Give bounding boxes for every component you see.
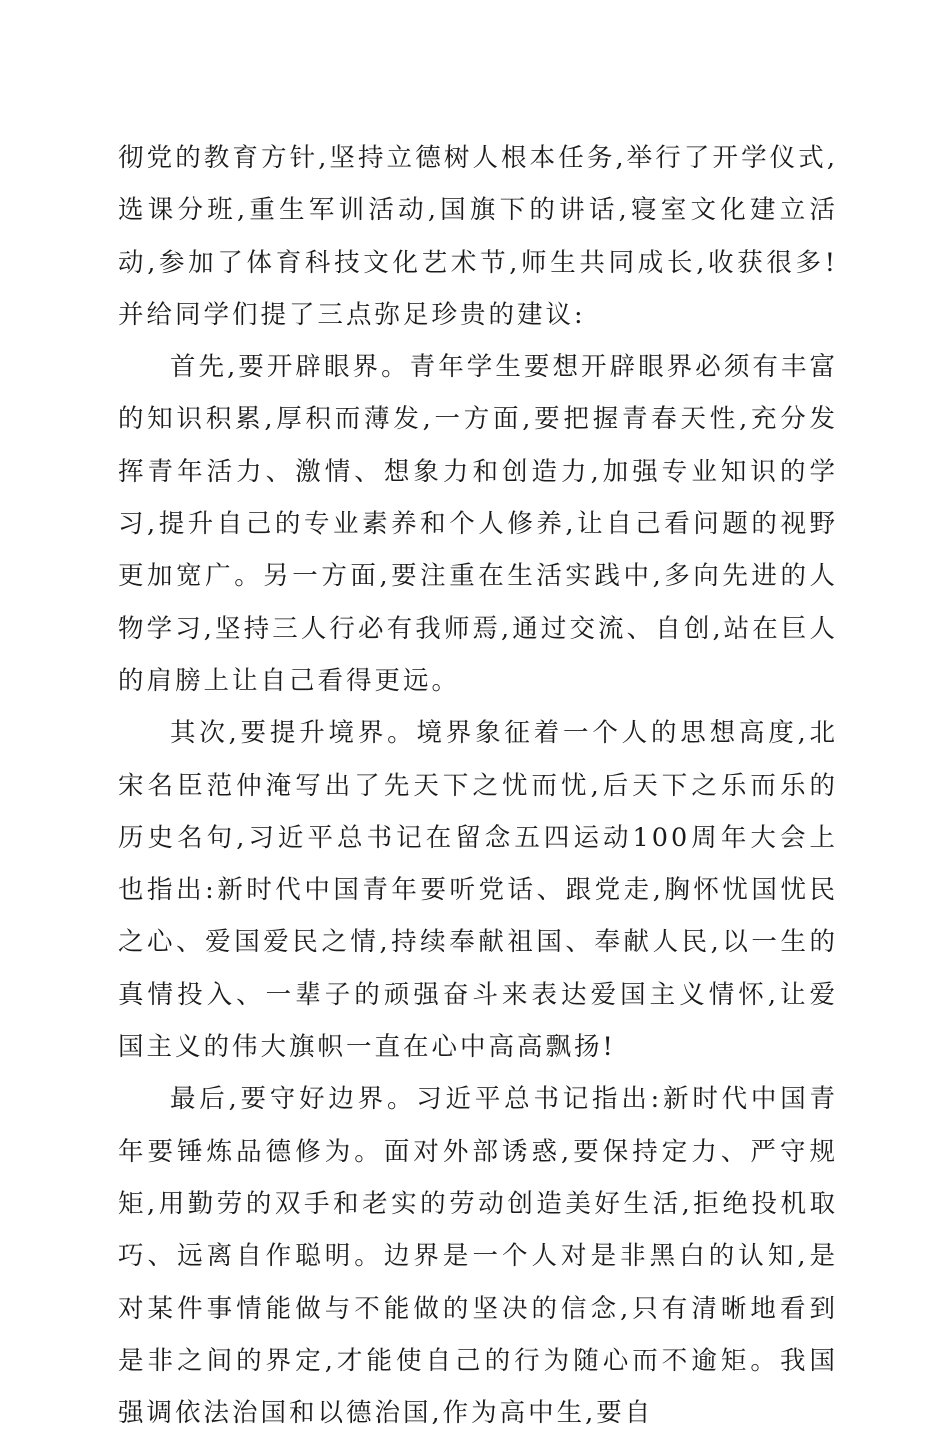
body-text bbox=[118, 132, 838, 1439]
paragraph-third-point: 最后,要守好边界。习近平总书记指出:新时代中国青年要锤炼品德修为。面对外部诱惑,要保持定力、严守规矩,用勤劳的双手和老实的劳动创造美好生活,拒绝投机取巧、远离自作聪明。边界是一个人对是非黑白的认知,是对某件事情能做与不能做的坚决的信念,只有清晰地看到是非之间的界定,才能使自己的行为随心而不逾矩。我国强调依法治国和以德治国,作为高中生,要自 bbox=[118, 1084, 838, 1429]
paragraph-continuation: 彻党的教育方针,坚持立德树人根本任务,举行了开学仪式,选课分班,重生军训活动,国旗下的讲话,寝室文化建立活动,参加了体育科技文化艺术节,师生共同成长,收获很多!并给同学们提了三点弥足珍贵的建议: bbox=[118, 143, 838, 330]
paragraph-second-point: 其次,要提升境界。境界象征着一个人的思想高度,北宋名臣范仲淹写出了先天下之忧而忧,后天下之乐而乐的历史名句,习近平总书记在留念五四运动100周年大会上也指出:新时代中国青年要听党话、跟党走,胸怀忧国忧民之心、爱国爱民之情,持续奉献祖国、奉献人民,以一生的真情投入、一辈子的顽强奋斗来表达爱国主义情怀,让爱国主义的伟大旗帜一直在心中高高飘扬! bbox=[118, 718, 838, 1063]
paragraph-first-point: 首先,要开辟眼界。青年学生要想开辟眼界必须有丰富的知识积累,厚积而薄发,一方面,要把握青春天性,充分发挥青年活力、激情、想象力和创造力,加强专业知识的学习,提升自己的专业素养和个人修养,让自己看问题的视野更加宽广。另一方面,要注重在生活实践中,多向先进的人物学习,坚持三人行必有我师焉,通过交流、自创,站在巨人的肩膀上让自己看得更远。 bbox=[118, 352, 838, 696]
